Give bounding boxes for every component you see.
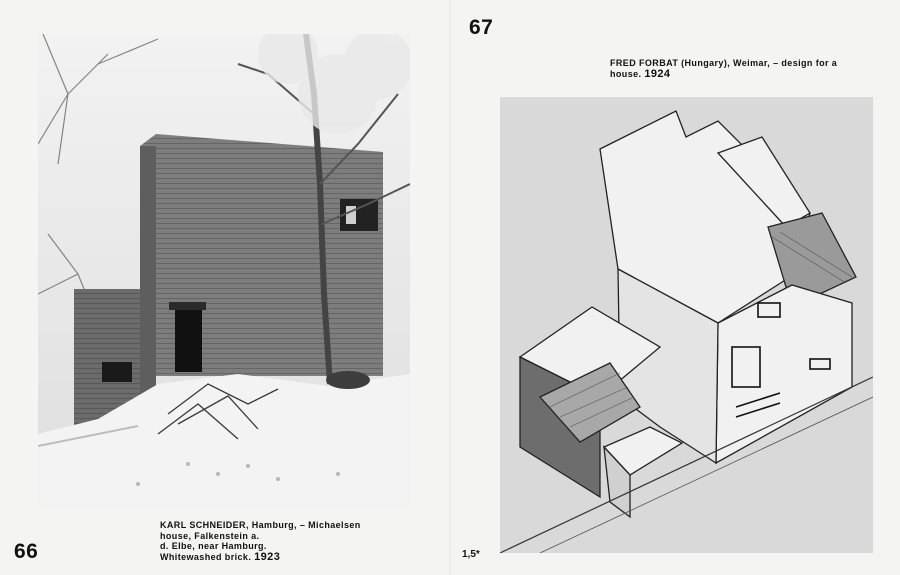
signature-mark: 1,5* bbox=[462, 549, 480, 560]
photo-caption bbox=[160, 520, 420, 562]
house-photo-image bbox=[38, 34, 410, 510]
caption-text: house. bbox=[610, 68, 642, 79]
drawing-caption bbox=[610, 58, 880, 79]
caption-line: d. Elbe, near Hamburg. bbox=[160, 541, 267, 551]
house-photograph bbox=[38, 34, 410, 510]
axonometric-drawing-image bbox=[500, 97, 873, 553]
caption-line: KARL SCHNEIDER, Hamburg, – Michaelsen bbox=[160, 520, 361, 530]
page-number-left: 66 bbox=[14, 540, 39, 563]
caption-year: 1924 bbox=[644, 67, 671, 80]
caption-line: house, Falkenstein a. bbox=[160, 530, 260, 541]
caption-line bbox=[610, 69, 880, 80]
axonometric-house-drawing bbox=[500, 97, 873, 553]
caption-line bbox=[160, 552, 420, 563]
page-number-right: 67 bbox=[469, 16, 494, 39]
book-spine bbox=[449, 0, 451, 575]
caption-text: Whitewashed brick. bbox=[160, 551, 252, 562]
caption-line: FRED FORBAT (Hungary), Weimar, – design for a bbox=[610, 58, 838, 68]
caption-year: 1923 bbox=[254, 550, 281, 563]
